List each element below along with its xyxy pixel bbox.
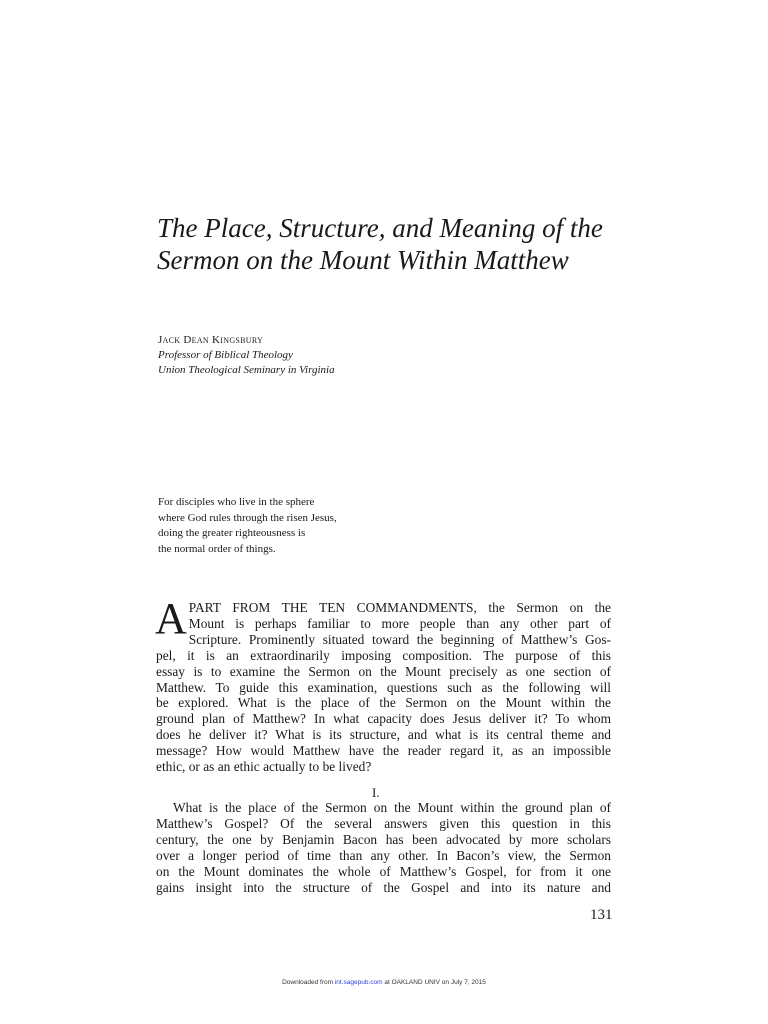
paragraph-line: century, the one by Benjamin Bacon has been advocated by more scholars: [156, 831, 611, 847]
paragraph-line: Scripture. Prominently situated toward the beginning of Matthew’s Gos-: [188, 631, 611, 647]
paragraph-line: does he deliver it? What is its structure, and what is its central theme and: [156, 727, 611, 743]
paragraph-line: essay is to examine the Sermon on the Mount precisely as one section of: [156, 663, 611, 679]
paragraph-line: Matthew. To guide this examination, questions such as the following will: [156, 679, 611, 695]
epigraph-line: where God rules through the risen Jesus,: [158, 511, 337, 524]
title-line-1: The Place, Structure, and Meaning of the: [157, 213, 603, 243]
epigraph-line: doing the greater righteousness is: [158, 527, 306, 539]
page-number: 131: [590, 907, 613, 923]
author-name: Jack Dean Kingsbury: [158, 334, 264, 346]
paragraph-line: ground plan of Matthew? In what capacity does Jesus deliver it? To whom: [156, 711, 611, 727]
paragraph-line: over a longer period of time than any other. In Bacon’s view, the Sermon: [156, 847, 611, 863]
section-one-paragraph: [156, 800, 611, 895]
paragraph-line: ethic, or as an ethic actually to be lived?: [156, 759, 372, 775]
author-affiliation: Union Theological Seminary in Virginia: [158, 364, 335, 376]
paragraph-line: pel, it is an extraordinarily imposing composition. The purpose of this: [156, 647, 611, 663]
paragraph-line: message? How would Matthew have the reader regard it, as an impossible: [156, 743, 611, 759]
epigraph: [158, 495, 337, 557]
author-block: [158, 333, 335, 378]
paragraph-line: on the Mount dominates the whole of Matthew’s Gospel, for from it one: [156, 863, 611, 879]
section-heading: I.: [372, 785, 380, 800]
epigraph-line: For disciples who live in the sphere: [158, 496, 315, 508]
article-title: [157, 212, 677, 276]
drop-cap: A: [155, 594, 187, 643]
footer-prefix: Downloaded from: [282, 979, 335, 986]
paragraph-line: be explored. What is the place of the Sermon on the Mount within the: [156, 695, 611, 711]
author-role: Professor of Biblical Theology: [158, 349, 293, 361]
download-footer: [0, 979, 768, 986]
paragraph-line: PART FROM THE TEN COMMANDMENTS, the Sermon on the: [188, 600, 611, 615]
paragraph-line: Mount is perhaps familiar to more people than any other part of: [188, 615, 611, 631]
paragraph-line: Matthew’s Gospel? Of the several answers given this question in this: [156, 815, 611, 831]
footer-link[interactable]: int.sagepub.com: [334, 979, 383, 986]
intro-paragraph: [155, 594, 611, 775]
paragraph-line: What is the place of the Sermon on the Mount within the ground plan of: [173, 800, 611, 815]
paragraph-line: gains insight into the structure of the Gospel and into its nature and: [156, 879, 611, 895]
epigraph-line: the normal order of things.: [158, 542, 276, 555]
title-line-2: Sermon on the Mount Within Matthew: [157, 245, 569, 275]
footer-suffix: at OAKLAND UNIV on July 7, 2015: [382, 979, 486, 986]
